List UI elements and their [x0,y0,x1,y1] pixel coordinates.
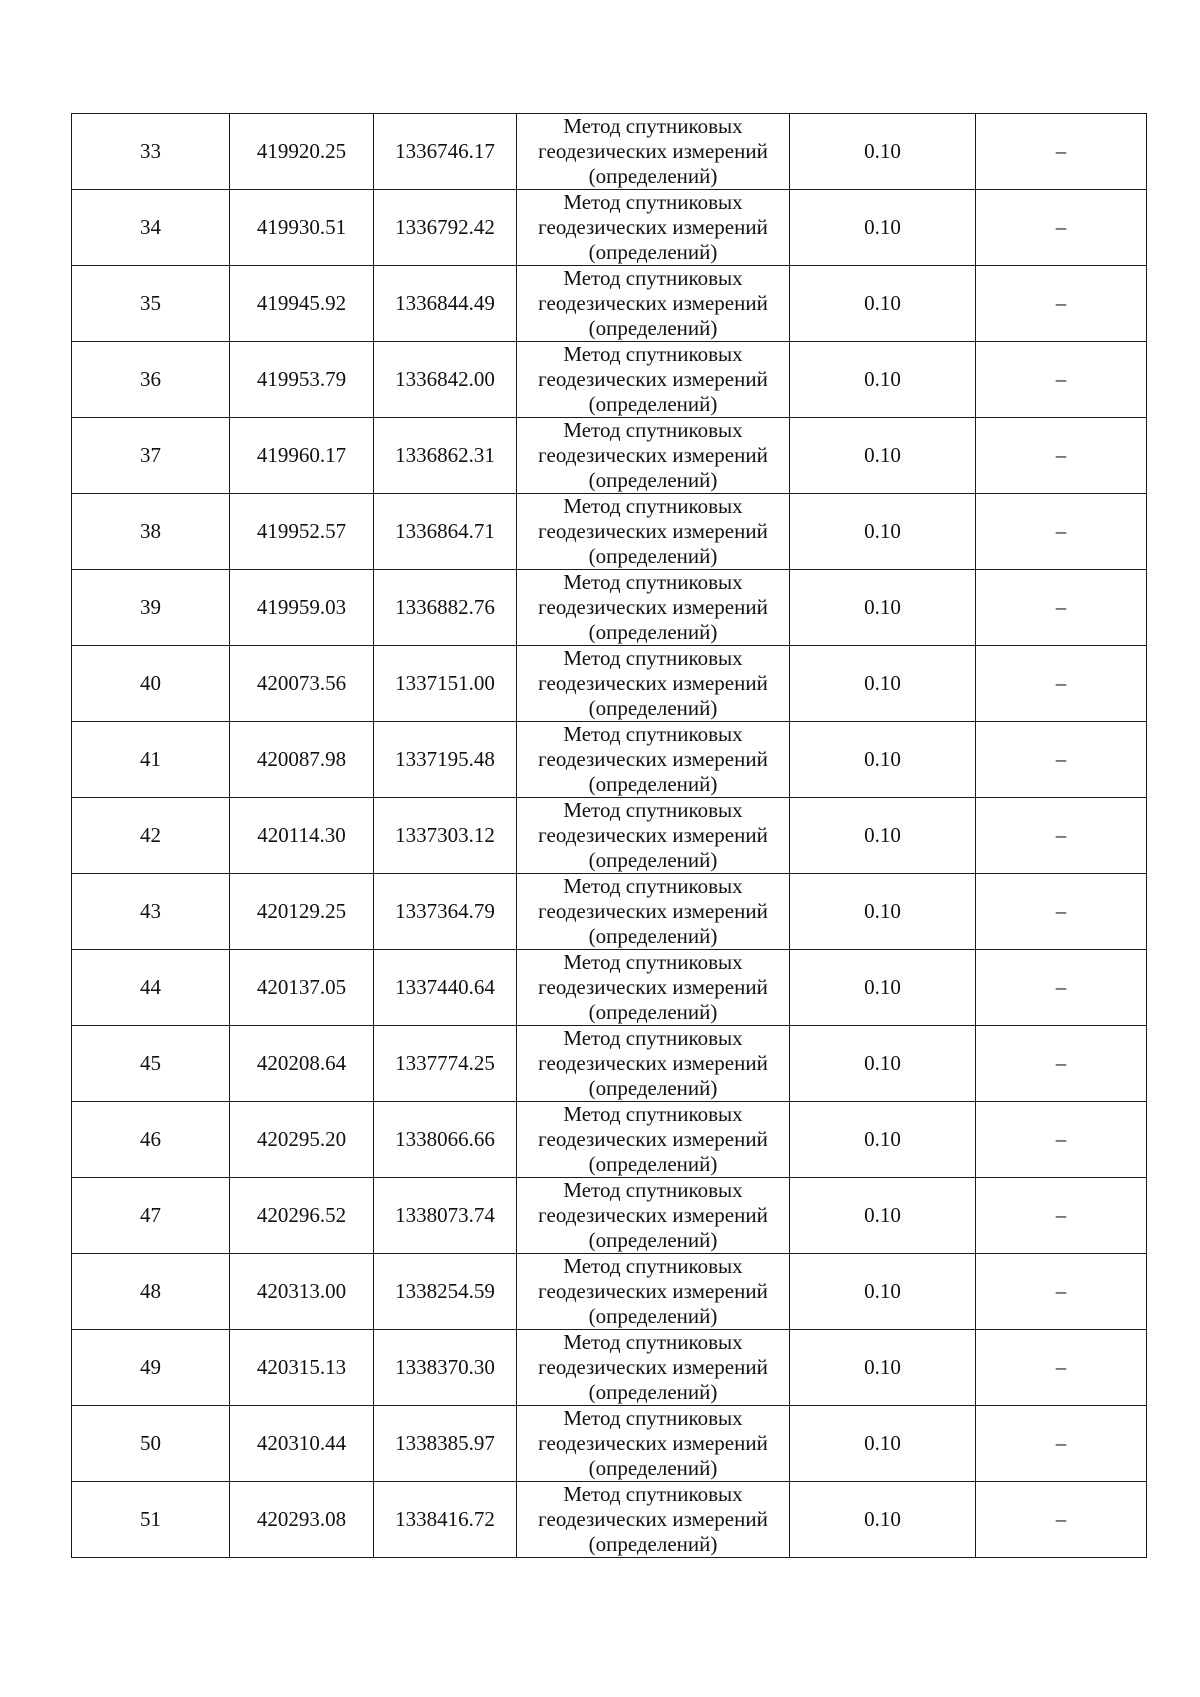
coordinates-table-body [72,114,1147,1558]
method-line: геодезических измерений [538,367,768,391]
method-line: Метод спутниковых [563,722,743,746]
method-line: Метод спутниковых [563,874,743,898]
accuracy-cell: 0.10 [790,1026,976,1102]
y-coordinate-cell: 1336792.42 [374,190,517,266]
y-coordinate-cell: 1336844.49 [374,266,517,342]
table-row [72,874,1147,950]
note-cell: – [976,1102,1147,1178]
point-number-cell: 33 [72,114,230,190]
method-line: (определений) [588,1228,718,1252]
method-line: (определений) [588,696,718,720]
x-coordinate-cell: 419960.17 [230,418,374,494]
accuracy-cell: 0.10 [790,1102,976,1178]
accuracy-cell: 0.10 [790,266,976,342]
accuracy-cell: 0.10 [790,874,976,950]
accuracy-cell: 0.10 [790,114,976,190]
accuracy-cell: 0.10 [790,1178,976,1254]
accuracy-cell: 0.10 [790,190,976,266]
x-coordinate-cell: 419952.57 [230,494,374,570]
method-line: (определений) [588,392,718,416]
x-coordinate-cell: 419920.25 [230,114,374,190]
y-coordinate-cell: 1338370.30 [374,1330,517,1406]
accuracy-cell: 0.10 [790,342,976,418]
point-number-cell: 50 [72,1406,230,1482]
table-row [72,1482,1147,1558]
method-line: геодезических измерений [538,1431,768,1455]
point-number-cell: 34 [72,190,230,266]
method-line: геодезических измерений [538,1355,768,1379]
y-coordinate-cell: 1338073.74 [374,1178,517,1254]
note-cell: – [976,722,1147,798]
note-cell: – [976,1178,1147,1254]
method-line: (определений) [588,848,718,872]
x-coordinate-cell: 420129.25 [230,874,374,950]
method-line: Метод спутниковых [563,1254,743,1278]
method-line: геодезических измерений [538,1507,768,1531]
method-cell [517,1330,790,1406]
x-coordinate-cell: 420296.52 [230,1178,374,1254]
table-row [72,646,1147,722]
method-line: Метод спутниковых [563,646,743,670]
x-coordinate-cell: 420313.00 [230,1254,374,1330]
method-line: (определений) [588,1380,718,1404]
x-coordinate-cell: 420087.98 [230,722,374,798]
table-row [72,266,1147,342]
method-line: (определений) [588,164,718,188]
accuracy-cell: 0.10 [790,1330,976,1406]
x-coordinate-cell: 419959.03 [230,570,374,646]
note-cell: – [976,1406,1147,1482]
point-number-cell: 37 [72,418,230,494]
note-cell: – [976,418,1147,494]
point-number-cell: 45 [72,1026,230,1102]
method-line: геодезических измерений [538,747,768,771]
note-cell: – [976,190,1147,266]
method-line: Метод спутниковых [563,1482,743,1506]
accuracy-cell: 0.10 [790,798,976,874]
y-coordinate-cell: 1338254.59 [374,1254,517,1330]
method-cell [517,190,790,266]
point-number-cell: 35 [72,266,230,342]
note-cell: – [976,1254,1147,1330]
note-cell: – [976,1330,1147,1406]
y-coordinate-cell: 1337364.79 [374,874,517,950]
method-line: (определений) [588,924,718,948]
note-cell: – [976,266,1147,342]
table-row [72,494,1147,570]
method-cell [517,1102,790,1178]
table-row [72,570,1147,646]
method-line: геодезических измерений [538,1127,768,1151]
point-number-cell: 46 [72,1102,230,1178]
method-cell [517,950,790,1026]
method-cell [517,798,790,874]
method-line: геодезических измерений [538,1203,768,1227]
point-number-cell: 40 [72,646,230,722]
point-number-cell: 36 [72,342,230,418]
table-row [72,418,1147,494]
y-coordinate-cell: 1337303.12 [374,798,517,874]
x-coordinate-cell: 420315.13 [230,1330,374,1406]
table-row [72,1330,1147,1406]
method-line: геодезических измерений [538,975,768,999]
note-cell: – [976,570,1147,646]
note-cell: – [976,1026,1147,1102]
method-line: (определений) [588,772,718,796]
x-coordinate-cell: 420293.08 [230,1482,374,1558]
y-coordinate-cell: 1337195.48 [374,722,517,798]
method-line: (определений) [588,620,718,644]
method-line: (определений) [588,316,718,340]
method-cell [517,722,790,798]
method-line: Метод спутниковых [563,1330,743,1354]
point-number-cell: 42 [72,798,230,874]
method-line: (определений) [588,240,718,264]
note-cell: – [976,874,1147,950]
accuracy-cell: 0.10 [790,570,976,646]
method-line: геодезических измерений [538,1279,768,1303]
table-row [72,1406,1147,1482]
method-line: Метод спутниковых [563,418,743,442]
method-cell [517,494,790,570]
coordinates-table [71,113,1147,1558]
y-coordinate-cell: 1337774.25 [374,1026,517,1102]
y-coordinate-cell: 1337440.64 [374,950,517,1026]
y-coordinate-cell: 1338385.97 [374,1406,517,1482]
x-coordinate-cell: 420208.64 [230,1026,374,1102]
note-cell: – [976,494,1147,570]
method-line: геодезических измерений [538,291,768,315]
method-line: Метод спутниковых [563,1178,743,1202]
method-line: Метод спутниковых [563,494,743,518]
method-line: Метод спутниковых [563,266,743,290]
method-line: геодезических измерений [538,823,768,847]
table-row [72,190,1147,266]
method-line: (определений) [588,1532,718,1556]
y-coordinate-cell: 1338416.72 [374,1482,517,1558]
point-number-cell: 47 [72,1178,230,1254]
method-line: геодезических измерений [538,1051,768,1075]
table-row [72,1178,1147,1254]
point-number-cell: 41 [72,722,230,798]
method-line: (определений) [588,1000,718,1024]
note-cell: – [976,646,1147,722]
accuracy-cell: 0.10 [790,494,976,570]
method-line: Метод спутниковых [563,570,743,594]
method-line: (определений) [588,468,718,492]
point-number-cell: 38 [72,494,230,570]
method-cell [517,1254,790,1330]
method-line: Метод спутниковых [563,798,743,822]
method-cell [517,114,790,190]
method-line: Метод спутниковых [563,342,743,366]
accuracy-cell: 0.10 [790,418,976,494]
method-line: геодезических измерений [538,519,768,543]
accuracy-cell: 0.10 [790,1406,976,1482]
y-coordinate-cell: 1337151.00 [374,646,517,722]
x-coordinate-cell: 419930.51 [230,190,374,266]
method-line: Метод спутниковых [563,190,743,214]
method-cell [517,1178,790,1254]
method-line: (определений) [588,1456,718,1480]
accuracy-cell: 0.10 [790,646,976,722]
method-line: (определений) [588,1076,718,1100]
x-coordinate-cell: 420073.56 [230,646,374,722]
y-coordinate-cell: 1336882.76 [374,570,517,646]
note-cell: – [976,1482,1147,1558]
accuracy-cell: 0.10 [790,950,976,1026]
method-cell [517,1406,790,1482]
method-line: геодезических измерений [538,595,768,619]
method-cell [517,874,790,950]
method-cell [517,1026,790,1102]
method-line: геодезических измерений [538,139,768,163]
point-number-cell: 39 [72,570,230,646]
method-line: геодезических измерений [538,443,768,467]
y-coordinate-cell: 1336862.31 [374,418,517,494]
table-row [72,1254,1147,1330]
note-cell: – [976,950,1147,1026]
table-row [72,950,1147,1026]
method-cell [517,570,790,646]
method-line: (определений) [588,1152,718,1176]
point-number-cell: 44 [72,950,230,1026]
note-cell: – [976,114,1147,190]
table-row [72,722,1147,798]
point-number-cell: 49 [72,1330,230,1406]
method-cell [517,342,790,418]
note-cell: – [976,342,1147,418]
method-line: Метод спутниковых [563,1102,743,1126]
method-cell [517,418,790,494]
accuracy-cell: 0.10 [790,722,976,798]
point-number-cell: 43 [72,874,230,950]
method-cell [517,646,790,722]
x-coordinate-cell: 420137.05 [230,950,374,1026]
x-coordinate-cell: 420295.20 [230,1102,374,1178]
table-row [72,798,1147,874]
table-row [72,1026,1147,1102]
y-coordinate-cell: 1336842.00 [374,342,517,418]
method-line: Метод спутниковых [563,1026,743,1050]
method-line: Метод спутниковых [563,114,743,138]
x-coordinate-cell: 420310.44 [230,1406,374,1482]
y-coordinate-cell: 1336746.17 [374,114,517,190]
x-coordinate-cell: 420114.30 [230,798,374,874]
method-line: (определений) [588,544,718,568]
method-line: геодезических измерений [538,671,768,695]
method-line: Метод спутниковых [563,950,743,974]
table-row [72,342,1147,418]
accuracy-cell: 0.10 [790,1254,976,1330]
point-number-cell: 51 [72,1482,230,1558]
x-coordinate-cell: 419945.92 [230,266,374,342]
table-row [72,114,1147,190]
note-cell: – [976,798,1147,874]
table-row [72,1102,1147,1178]
y-coordinate-cell: 1336864.71 [374,494,517,570]
method-line: геодезических измерений [538,215,768,239]
point-number-cell: 48 [72,1254,230,1330]
method-line: Метод спутниковых [563,1406,743,1430]
method-line: геодезических измерений [538,899,768,923]
method-line: (определений) [588,1304,718,1328]
method-cell [517,266,790,342]
accuracy-cell: 0.10 [790,1482,976,1558]
method-cell [517,1482,790,1558]
x-coordinate-cell: 419953.79 [230,342,374,418]
y-coordinate-cell: 1338066.66 [374,1102,517,1178]
